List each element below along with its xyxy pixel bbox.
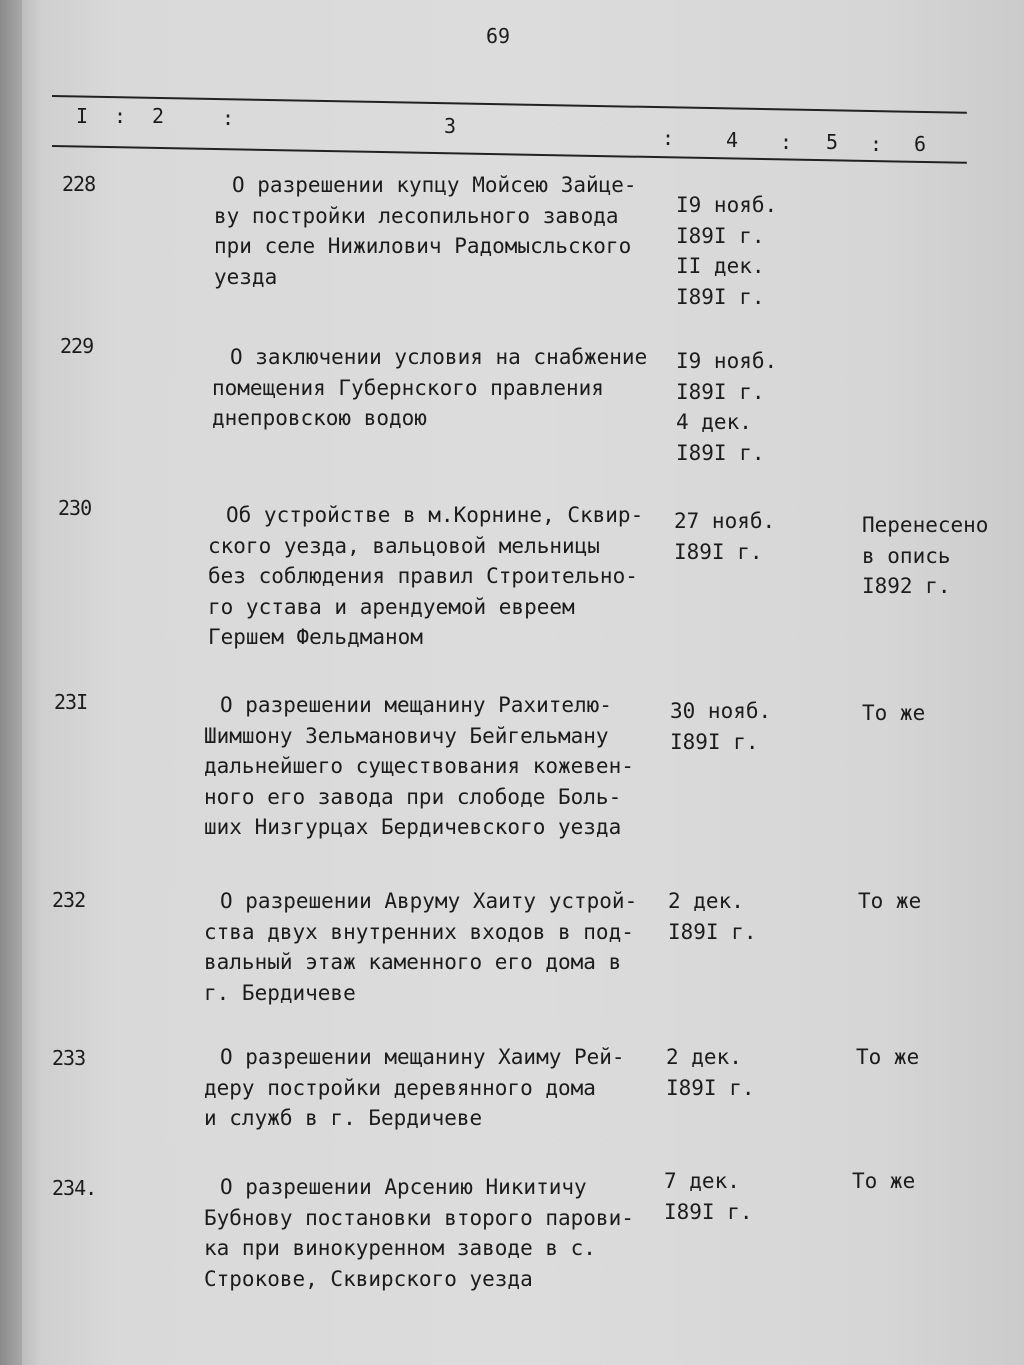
header-sep1: : <box>114 104 127 128</box>
entry-dates <box>664 1166 784 1227</box>
date-line: I89I г. <box>674 539 763 564</box>
entry-dates <box>676 346 796 468</box>
description-line: ву постройки лесопильного завода <box>214 203 619 228</box>
entry-number: 233 <box>52 1046 86 1070</box>
header-sep4: : <box>780 130 793 154</box>
description-line: Строкове, Сквирского уезда <box>204 1266 533 1291</box>
entry-description <box>214 170 674 292</box>
description-line: уезда <box>214 264 278 289</box>
header-col1: I <box>76 104 89 128</box>
description-line: О разрешении мещанину Хаиму Рей- <box>220 1045 625 1069</box>
entry-note <box>862 510 1012 602</box>
date-line: 7 дек. <box>664 1169 740 1193</box>
header-sep3: : <box>662 126 675 150</box>
entry-dates <box>670 696 790 757</box>
entry-note <box>852 1166 1002 1197</box>
date-line: I89I г. <box>676 440 765 465</box>
entry-number: 232 <box>52 888 86 912</box>
entry-dates <box>668 886 788 947</box>
description-line: дальнейшего существования кожевен- <box>204 754 634 778</box>
entry-description <box>204 886 664 1008</box>
date-line: I89I г. <box>664 1199 753 1224</box>
description-line: О разрешении Арсению Никитичу <box>220 1175 587 1199</box>
entry-note <box>858 886 1008 917</box>
note-line: То же <box>856 1045 920 1069</box>
header-sep2: : <box>222 106 235 130</box>
note-line: То же <box>858 889 922 913</box>
entry-number: 229 <box>60 334 94 358</box>
date-line: I9 нояб. <box>676 193 778 217</box>
description-line: Бубнову постановки второго парови- <box>204 1205 634 1230</box>
description-line: Об устройстве в м.Корнине, Сквир- <box>226 503 644 527</box>
description-line: О разрешении купцу Мойсею Зайце- <box>232 173 637 197</box>
entry-number: 23I <box>54 690 88 714</box>
entry-number: 230 <box>58 496 92 520</box>
entry-number: 228 <box>62 172 96 196</box>
header-col3: 3 <box>444 114 457 138</box>
date-line: I89I г. <box>668 919 757 944</box>
description-line: ства двух внутренних входов в под- <box>204 919 634 944</box>
binding-shadow <box>0 0 22 1365</box>
date-line: 27 нояб. <box>674 509 776 533</box>
description-line: Шимшону Зельмановичу Бейгельману <box>204 723 609 748</box>
date-line: 30 нояб. <box>670 699 772 723</box>
date-line: 2 дек. <box>668 889 744 913</box>
description-line: Гершем Фельдманом <box>208 625 423 649</box>
description-line: ка при винокуренном заводе в с. <box>204 1236 596 1260</box>
page-number: 69 <box>486 24 511 48</box>
date-line: 4 дек. <box>676 410 752 434</box>
date-line: I9 нояб. <box>676 349 778 373</box>
note-line: То же <box>852 1169 916 1193</box>
description-line: вальный этаж каменного его дома в <box>204 950 622 974</box>
entry-note <box>856 1042 1006 1073</box>
description-line: ского уезда, вальцовой мельницы <box>208 533 600 558</box>
description-line: помещения Губернского правления <box>212 375 604 400</box>
description-line: днепровскою водою <box>212 406 427 430</box>
date-line: I89I г. <box>666 1075 755 1100</box>
entry-description <box>212 342 672 434</box>
description-line: при селе Нижилович Радомысльского <box>214 234 632 258</box>
description-line: О разрешении Авруму Хаиту устрой- <box>220 889 638 913</box>
note-line: I892 г. <box>862 574 951 598</box>
description-line: без соблюдения правил Строительно- <box>208 564 638 588</box>
date-line: I89I г. <box>676 379 765 404</box>
date-line: I89I г. <box>670 729 759 754</box>
date-line: 2 дек. <box>666 1045 742 1069</box>
header-col6: 6 <box>914 132 927 156</box>
date-line: I89I г. <box>676 223 765 248</box>
header-sep5: : <box>870 132 883 156</box>
description-line: О разрешении мещанину Рахителю- <box>220 693 612 717</box>
description-line: и служб в г. Бердичеве <box>204 1106 483 1130</box>
entry-dates <box>674 506 794 567</box>
description-line: ного его завода при слободе Боль- <box>204 784 622 809</box>
description-line: го устава и арендуемой евреем <box>208 594 575 619</box>
entry-description <box>204 1172 664 1294</box>
header-col2: 2 <box>152 104 165 128</box>
entry-description <box>204 690 664 843</box>
header-col5: 5 <box>826 130 839 154</box>
description-line: деру постройки деревянного дома <box>204 1075 596 1100</box>
entry-description <box>208 500 668 653</box>
entry-note <box>862 698 1012 729</box>
header-top-rule <box>52 95 967 114</box>
note-line: То же <box>862 701 926 725</box>
description-line: ших Низгурцах Бердичевского уезда <box>204 815 622 839</box>
date-line: I89I г. <box>676 284 765 309</box>
entry-number: 234. <box>52 1176 97 1200</box>
header-col4: 4 <box>726 128 739 152</box>
entry-dates <box>666 1042 786 1103</box>
note-line: Перенесено <box>862 513 989 537</box>
entry-dates <box>676 190 796 312</box>
entry-description <box>204 1042 664 1134</box>
note-line: в опись <box>862 543 951 568</box>
date-line: II дек. <box>676 254 765 278</box>
description-line: О заключении условия на снабжение <box>230 345 648 369</box>
description-line: г. Бердичеве <box>204 980 356 1005</box>
